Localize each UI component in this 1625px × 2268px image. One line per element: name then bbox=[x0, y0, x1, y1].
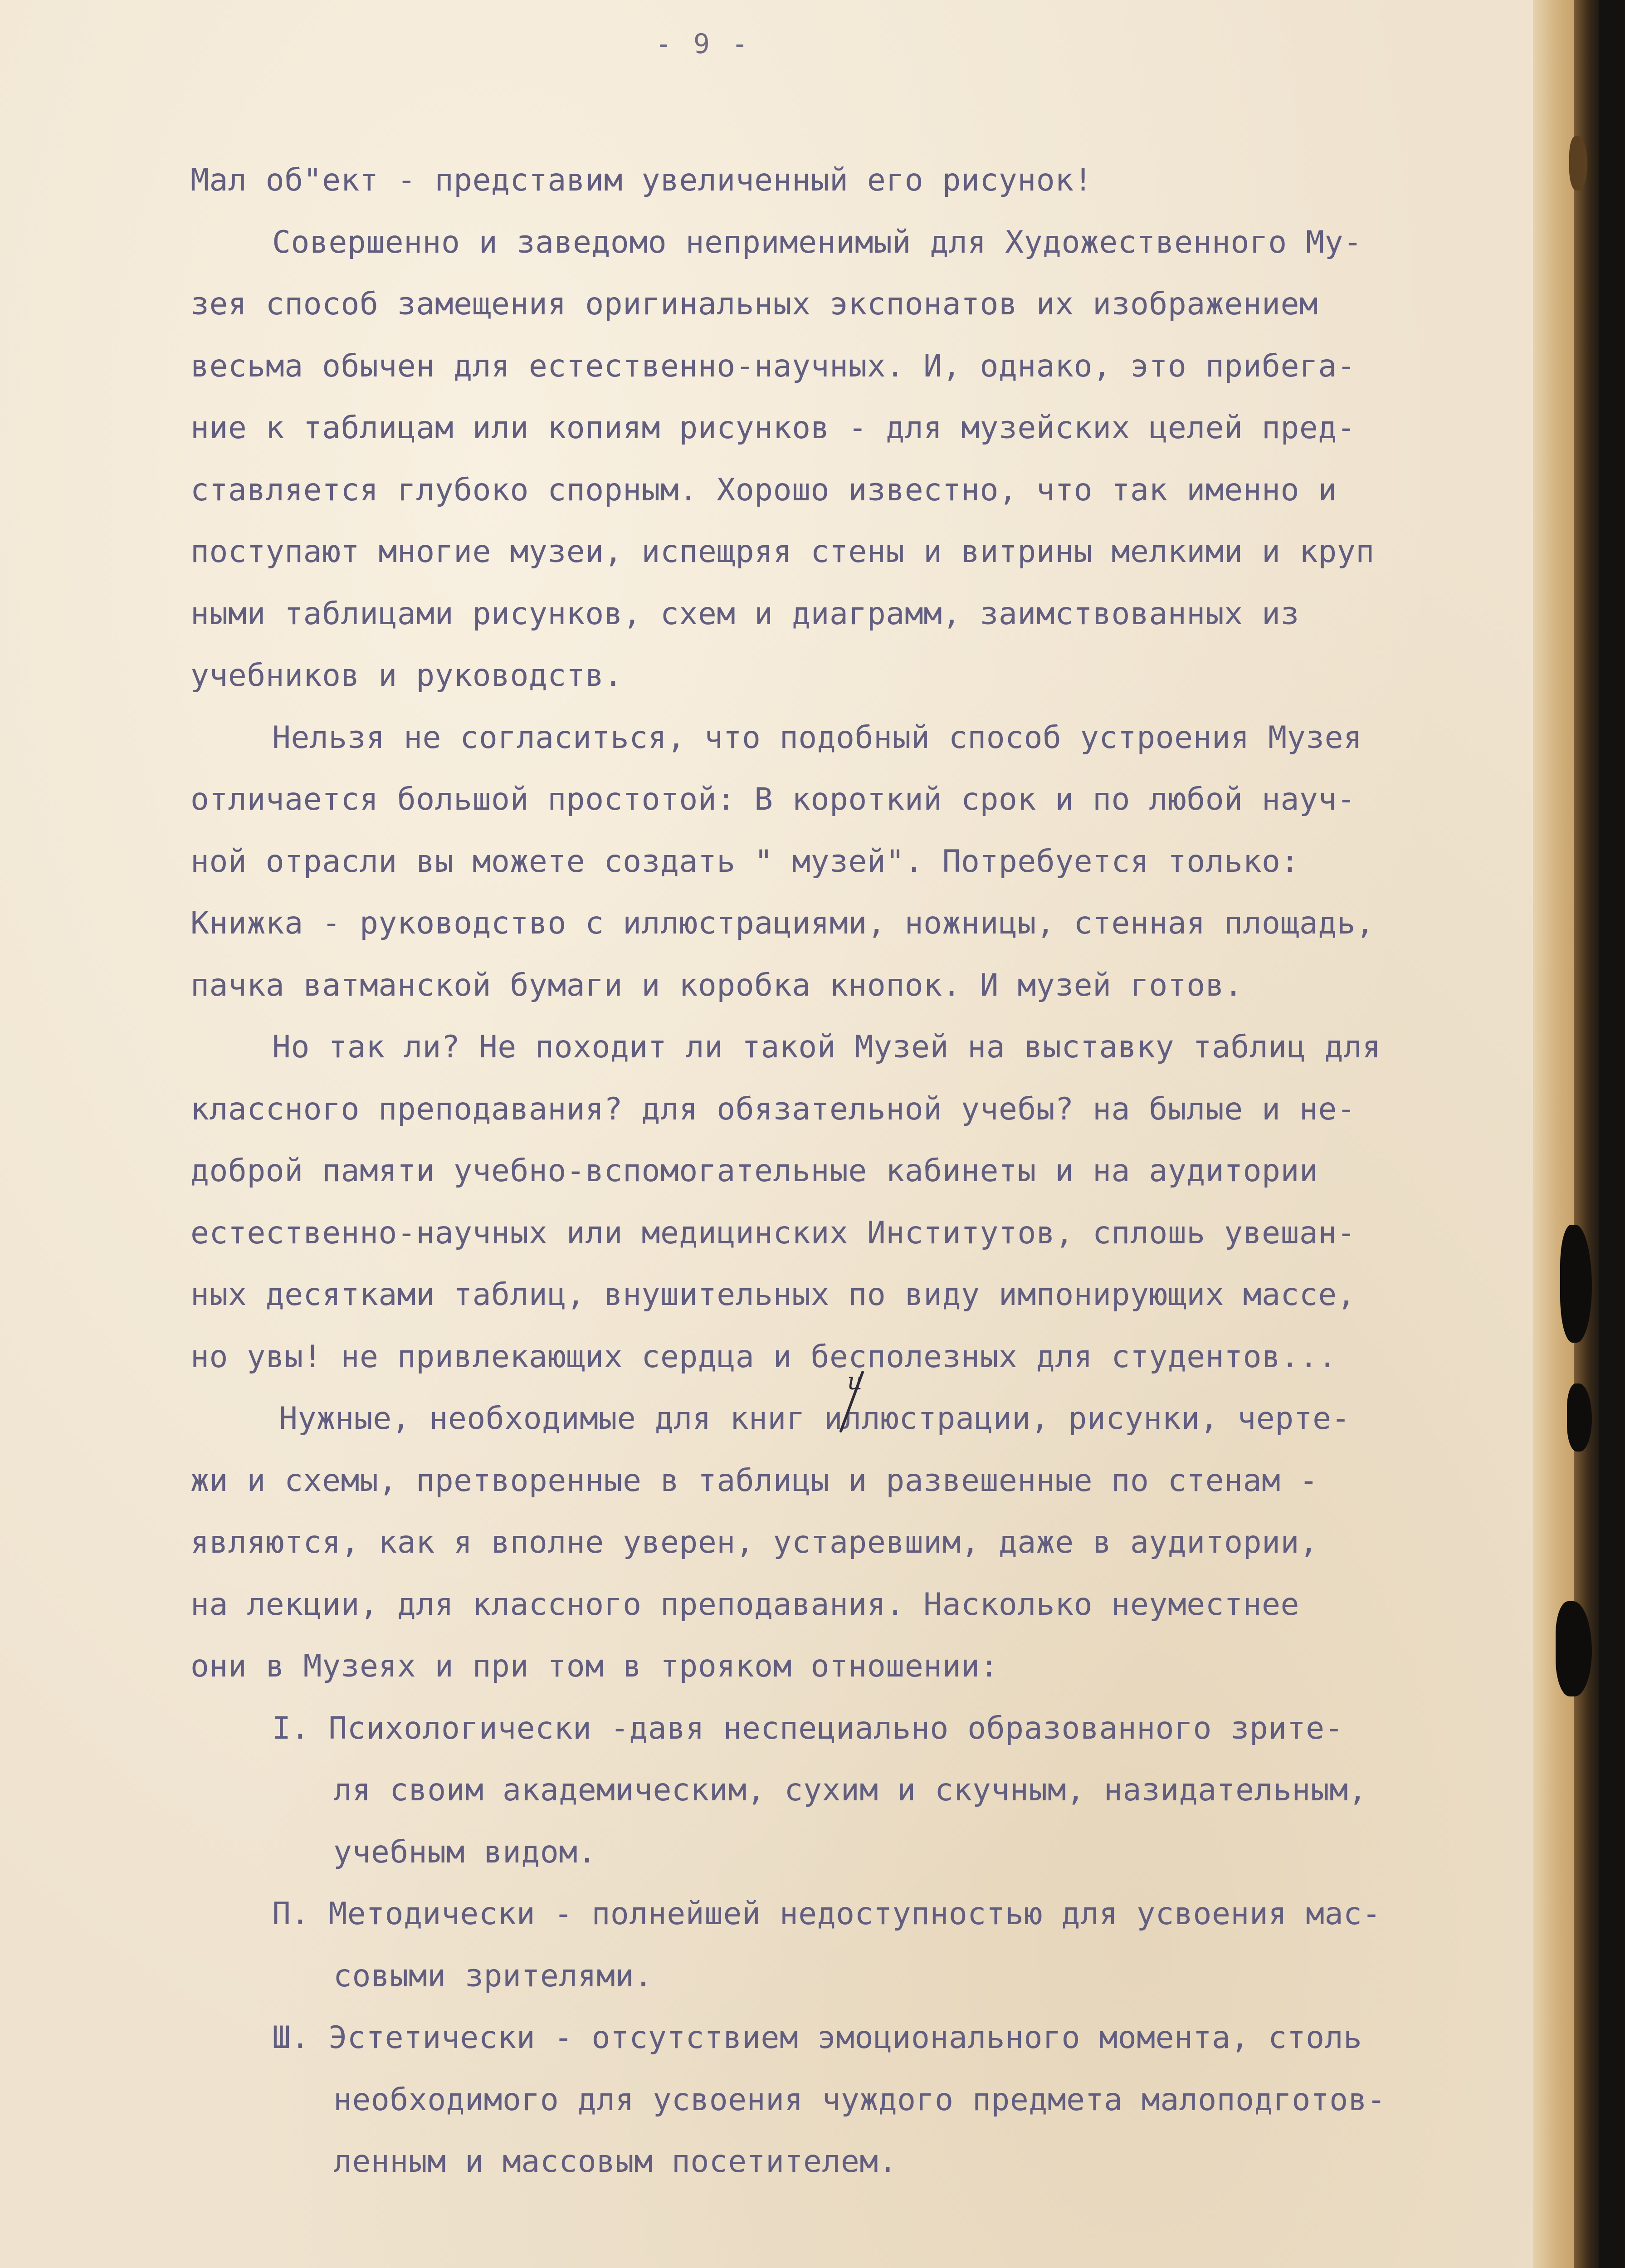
list-item-continuation: ленным и массовым посетителем. bbox=[333, 2144, 898, 2180]
text-line: ными таблицами рисунков, схем и диаграмм, заимствованных из bbox=[190, 596, 1299, 632]
text-line: но увы! не привлекающих сердца и бесполезных для студентов... bbox=[190, 1339, 1337, 1375]
handwritten-correction-mark bbox=[834, 1368, 871, 1436]
list-item-continuation: совыми зрителями. bbox=[333, 1958, 653, 1994]
binding-shadow bbox=[1599, 0, 1625, 2268]
page-number: - 9 - bbox=[655, 28, 751, 60]
text-line: они в Музеях и при том в трояком отношении: bbox=[190, 1648, 999, 1684]
text-line: Нельзя не согласиться, что подобный способ устроения Музея bbox=[272, 719, 1362, 756]
text-line: отличается большой простотой: В короткий срок и по любой науч- bbox=[190, 782, 1356, 817]
text-line: Нужные, необходимые для книг иллюстрации, рисунки, черте- bbox=[279, 1401, 1351, 1437]
text-line: Но так ли? Не походит ли такой Музей на выставку таблиц для bbox=[272, 1029, 1381, 1065]
text-line: ние к таблицам или копиям рисунков - для музейских целей пред- bbox=[190, 410, 1356, 446]
text-line: поступают многие музеи, испещряя стены и витрины мелкими и круп bbox=[190, 534, 1375, 570]
list-item-continuation: необходимого для усвоения чуждого предмета малоподготов- bbox=[333, 2082, 1386, 2118]
text-line: пачка ватманской бумаги и коробка кнопок. И музей готов. bbox=[190, 967, 1243, 1003]
list-item-continuation: учебным видом. bbox=[333, 1834, 597, 1870]
typed-text-body bbox=[190, 150, 1497, 2193]
list-item: Ш. Эстетически - отсутствием эмоционального момента, столь bbox=[272, 2020, 1362, 2056]
damage-stain bbox=[1567, 1383, 1592, 1452]
text-line: зея способ замещения оригинальных экспонатов их изображением bbox=[190, 286, 1318, 322]
list-item: П. Методически - полнейшей недоступностью для усвоения мас- bbox=[272, 1896, 1381, 1932]
text-line: ных десятками таблиц, внушительных по виду импонирующих массе, bbox=[190, 1277, 1356, 1313]
text-line: доброй памяти учебно-вспомогательные кабинеты и на аудитории bbox=[190, 1153, 1318, 1189]
text-line: ставляется глубоко спорным. Хорошо известно, что так именно и bbox=[190, 472, 1337, 508]
text-line: классного преподавания? для обязательной учебы? на былые и не- bbox=[190, 1091, 1356, 1127]
text-line: Совершенно и заведомо неприменимый для Художественного Му- bbox=[272, 224, 1362, 260]
text-line: ной отрасли вы можете создать " музей". Потребуется только: bbox=[190, 843, 1299, 880]
list-item-continuation: ля своим академическим, сухим и скучным, назидательным, bbox=[333, 1772, 1367, 1808]
binding-fold bbox=[1574, 0, 1599, 2268]
text-line: Мал об"ект - представим увеличенный его рисунок! bbox=[190, 162, 1093, 198]
handwritten-letter: и bbox=[847, 1368, 863, 1395]
text-line: весьма обычен для естественно-научных. И, однако, это прибега- bbox=[190, 348, 1356, 384]
text-line: жи и схемы, претворенные в таблицы и развешенные по стенам - bbox=[190, 1462, 1318, 1499]
text-line: Книжка - руководство с иллюстрациями, ножницы, стенная площадь, bbox=[190, 905, 1375, 941]
text-line: учебников и руководств. bbox=[190, 658, 623, 694]
list-item: I. Психологически -давя неспециально образованного зрите- bbox=[272, 1710, 1344, 1746]
text-line: являются, как я вполне уверен, устаревшим, даже в аудитории, bbox=[190, 1525, 1318, 1560]
text-line: естественно-научных или медицинских Институтов, сплошь увешан- bbox=[190, 1215, 1356, 1251]
damage-stain bbox=[1569, 136, 1587, 191]
text-line: на лекции, для классного преподавания. Насколько неуместнее bbox=[190, 1586, 1299, 1623]
